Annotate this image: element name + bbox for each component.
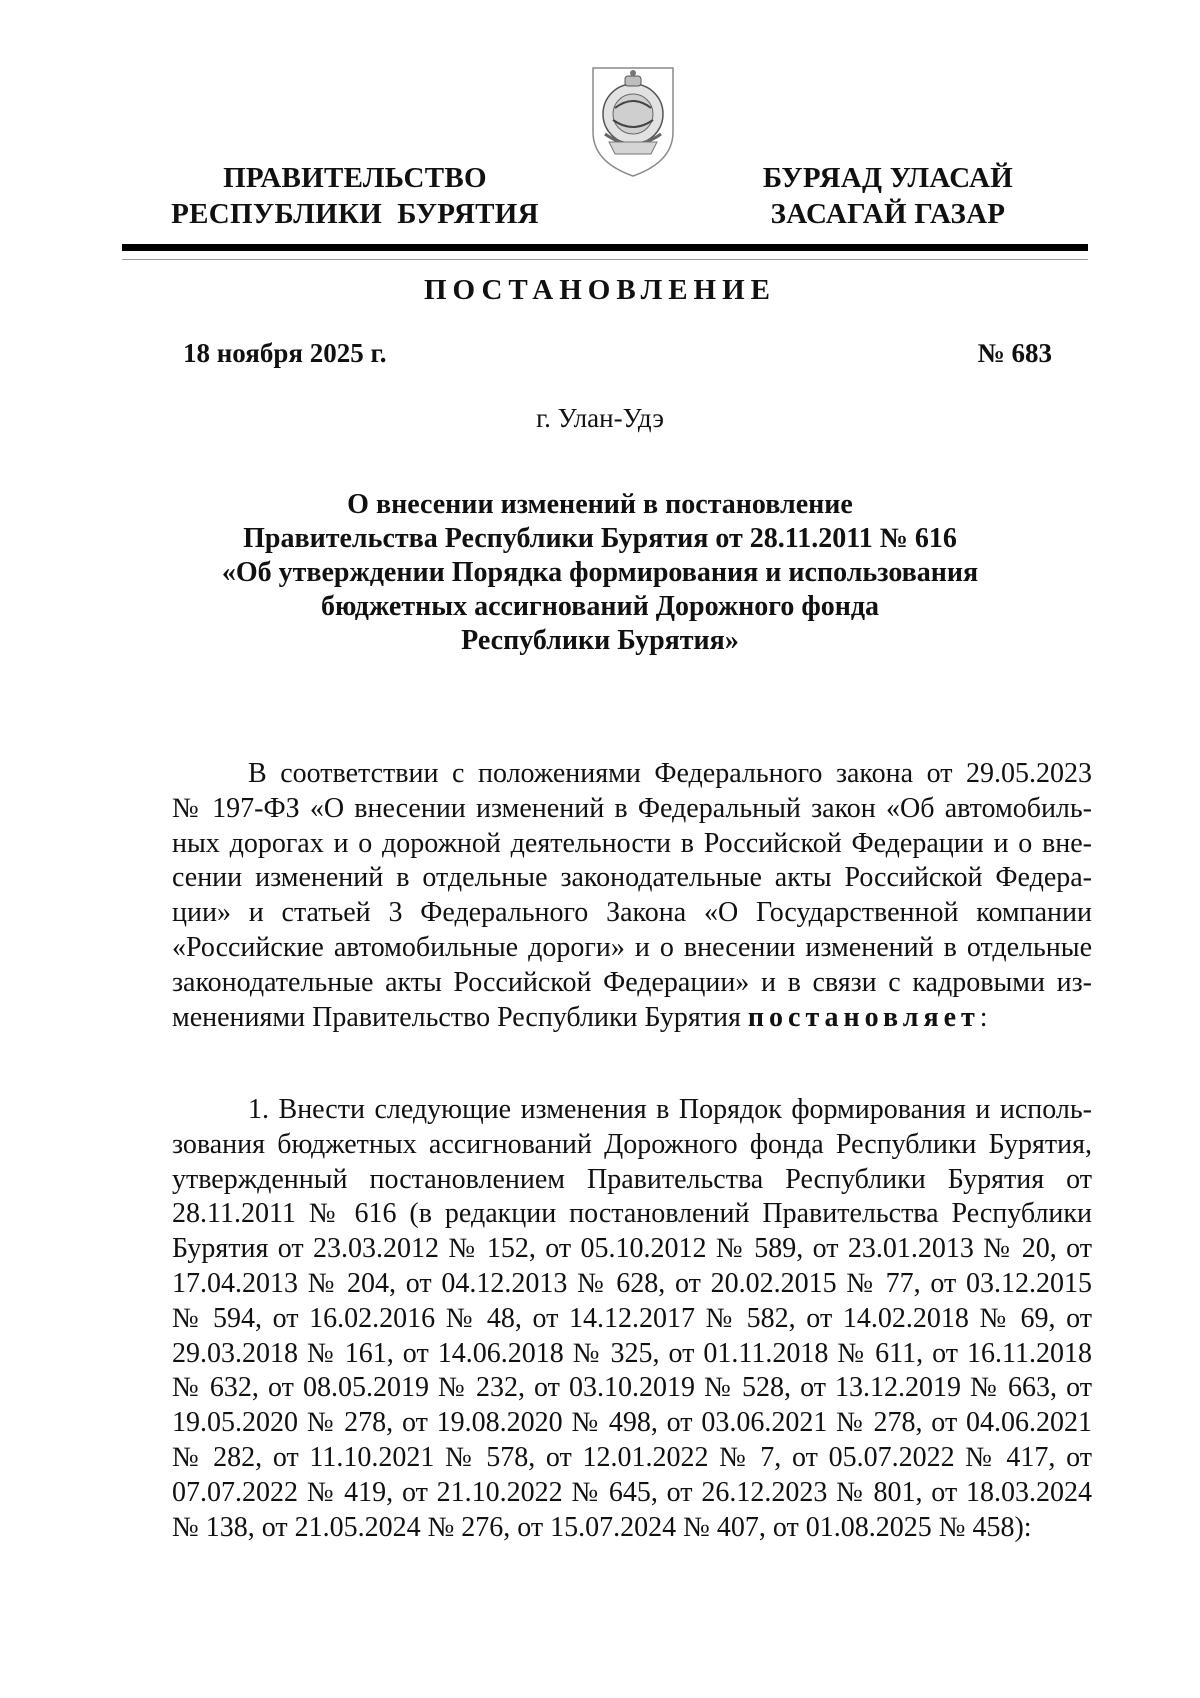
- body-line-last: № 138, от 21.05.2024 № 276, от 15.07.2024 № 407, от 01.08.2025 № 458):: [172, 1511, 1032, 1543]
- document-number: № 683: [977, 338, 1052, 368]
- preamble-paragraph: [172, 757, 1092, 1035]
- document-type: ПОСТАНОВЛЕНИЕ: [423, 274, 776, 306]
- government-name-bu-line1: БУРЯАД УЛАСАЙ: [762, 162, 1014, 194]
- body-line: № 282, от 11.10.2021 № 578, от 12.01.2022 № 7, от 05.07.2022 № 417, от: [172, 1441, 1092, 1473]
- title-line: Республики Бурятия»: [461, 625, 739, 656]
- document-title: [160, 488, 1040, 658]
- government-name-ru-line1: ПРАВИТЕЛЬСТВО: [223, 162, 487, 194]
- coat-of-arms-emblem: [587, 54, 679, 180]
- body-line: «Российские автомобильные дороги» и о внесении изменений в отдельные: [172, 931, 1092, 963]
- resolution-keyword: постановляет: [747, 1001, 980, 1033]
- body-line: 07.07.2022 № 419, от 21.10.2022 № 645, от 26.12.2023 № 801, от 18.03.2024: [172, 1476, 1092, 1508]
- government-name-ru-line2: РЕСПУБЛИКИ БУРЯТИЯ: [171, 198, 539, 230]
- government-name-bu-line2: ЗАСАГАЙ ГАЗАР: [770, 198, 1006, 230]
- body-line-last: [172, 1001, 1092, 1036]
- body-line: зования бюджетных ассигнований Дорожного фонда Республики Бурятия,: [172, 1128, 1092, 1160]
- title-line: О внесении изменений в постановление: [347, 489, 853, 520]
- title-line: бюджетных ассигнований Дорожного фонда: [321, 591, 879, 622]
- body-line: ных дорогах и о дорожной деятельности в Российской Федерации и о вне-: [172, 827, 1092, 859]
- body-line: № 197-ФЗ «О внесении изменений в Федеральный закон «Об автомобиль-: [172, 792, 1092, 824]
- body-text: :: [979, 1001, 988, 1033]
- body-line: № 632, от 08.05.2019 № 232, от 03.10.2019 № 528, от 13.12.2019 № 663, от: [172, 1372, 1092, 1404]
- item-1-paragraph: [172, 1093, 1092, 1545]
- government-name-buryat: [738, 160, 1038, 232]
- title-line: «Об утверждении Порядка формирования и использования: [221, 557, 979, 588]
- body-line: В соответствии с положениями Федерального закона от 29.05.2023: [248, 758, 1092, 789]
- header-divider-thin: [122, 259, 1088, 260]
- document-city: г. Улан-Удэ: [536, 403, 664, 433]
- title-line: Правительства Республики Бурятия от 28.11.2011 № 616: [243, 523, 957, 554]
- body-line: утвержденный постановлением Правительства Республики Бурятия от: [172, 1163, 1092, 1195]
- body-line: 1. Внести следующие изменения в Порядок формирования и исполь-: [248, 1094, 1092, 1125]
- body-line: законодательные акты Российской Федерации» и в связи с кадровыми из-: [172, 966, 1092, 998]
- body-text: менениями Правительство Республики Бурятия: [172, 1001, 748, 1033]
- body-line: 28.11.2011 № 616 (в редакции постановлений Правительства Республики: [172, 1198, 1092, 1230]
- body-line: 29.03.2018 № 161, от 14.06.2018 № 325, от 01.11.2018 № 611, от 16.11.2018: [172, 1337, 1092, 1369]
- body-line: № 594, от 16.02.2016 № 48, от 14.12.2017 № 582, от 14.02.2018 № 69, от: [172, 1302, 1092, 1334]
- header-divider-thick: [122, 244, 1088, 251]
- government-name-russian: [170, 160, 540, 232]
- document-date: 18 ноября 2025 г.: [183, 338, 387, 368]
- body-line: сении изменений в отдельные законодательные акты Российской Федера-: [172, 862, 1092, 894]
- body-line: ции» и статьей 3 Федерального Закона «О Государственной компании: [172, 897, 1092, 929]
- body-line: 17.04.2013 № 204, от 04.12.2013 № 628, от 20.02.2015 № 77, от 03.12.2015: [172, 1267, 1092, 1299]
- body-line: Бурятия от 23.03.2012 № 152, от 05.10.2012 № 589, от 23.01.2013 № 20, от: [172, 1233, 1092, 1265]
- body-line: 19.05.2020 № 278, от 19.08.2020 № 498, от 03.06.2021 № 278, от 04.06.2021: [172, 1407, 1092, 1439]
